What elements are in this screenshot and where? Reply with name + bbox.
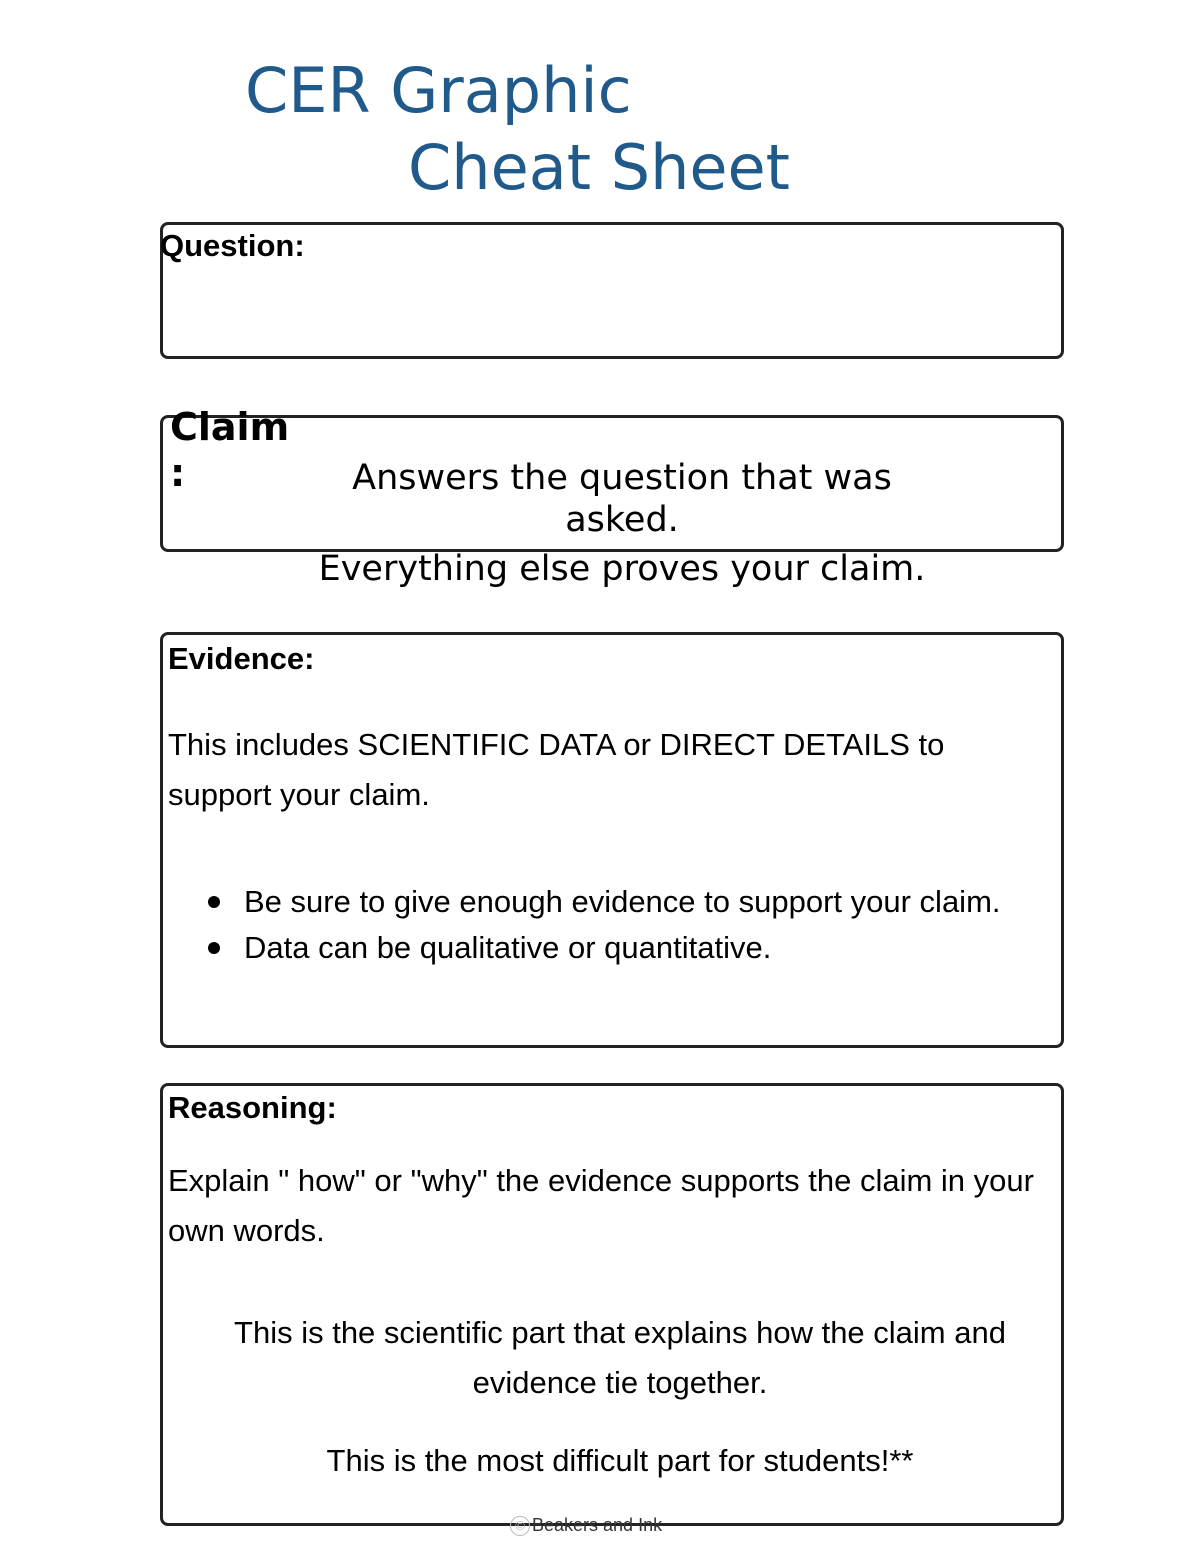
page-title-line1: CER Graphic xyxy=(245,54,632,127)
watermark xyxy=(510,1515,662,1536)
reasoning-difficulty-note: This is the most difficult part for students!** xyxy=(326,1443,914,1478)
reasoning-label: Reasoning: xyxy=(168,1090,337,1125)
evidence-bullet-text: Data can be qualitative or quantitative. xyxy=(244,930,772,965)
copyright-icon: © xyxy=(510,1516,530,1536)
question-label: Question: xyxy=(160,228,305,263)
bullet-icon xyxy=(208,896,220,908)
claim-label: Claim : xyxy=(170,405,290,495)
evidence-box xyxy=(160,632,1064,1048)
watermark-text: Beakers and Ink xyxy=(532,1515,663,1535)
evidence-description: This includes SCIENTIFIC DATA or DIRECT DETAILS to support your claim. xyxy=(168,727,945,812)
page-title-line2: Cheat Sheet xyxy=(408,131,790,204)
reasoning-science-note: This is the scientific part that explains how the claim and evidence tie together. xyxy=(234,1315,1006,1400)
reasoning-description: Explain " how" or "why" the evidence supports the claim in your own words. xyxy=(168,1163,1034,1248)
evidence-bullet-list xyxy=(200,877,1030,973)
evidence-label: Evidence: xyxy=(168,641,315,676)
claim-description: Answers the question that was asked. xyxy=(352,458,892,540)
evidence-bullet-item xyxy=(200,877,1030,927)
evidence-bullet-text: Be sure to give enough evidence to support your claim. xyxy=(244,884,1001,919)
claim-note: Everything else proves your claim. xyxy=(318,549,926,589)
evidence-bullet-item xyxy=(200,923,1030,973)
bullet-icon xyxy=(208,942,220,954)
